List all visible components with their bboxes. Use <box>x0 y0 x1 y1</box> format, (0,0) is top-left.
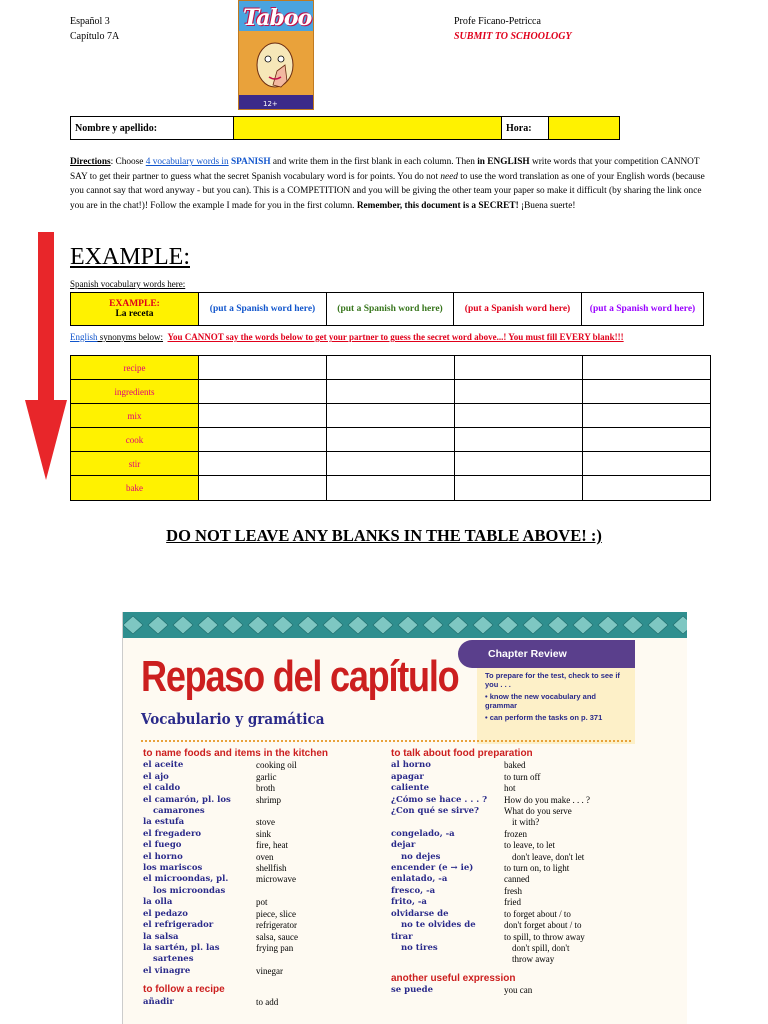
vocab-row <box>391 806 636 817</box>
name-row <box>70 116 620 140</box>
spanish-term: el fuego <box>143 840 182 851</box>
english-meaning: don't spill, don't <box>512 942 570 953</box>
english-meaning: don't leave, don't let <box>512 851 585 862</box>
spanish-emphasis: SPANISH <box>230 157 271 167</box>
english-meaning: fresh <box>504 885 522 896</box>
spanish-term: frito, -a <box>391 897 427 908</box>
synonym-cell[interactable] <box>455 356 583 379</box>
vocab-row <box>143 840 373 851</box>
submit-note: SUBMIT TO SCHOOLOGY <box>454 31 572 42</box>
synonym-cell[interactable] <box>327 452 455 475</box>
spanish-term: el camarón, pl. los <box>143 794 231 805</box>
vocab-row <box>391 840 636 851</box>
english-meaning: microwave <box>256 874 296 885</box>
english-link[interactable]: English <box>70 332 98 342</box>
example-synonym: cook <box>71 428 199 451</box>
english-meaning: don't forget about / to <box>504 920 582 931</box>
english-meaning: cooking oil <box>256 760 297 771</box>
english-meaning: baked <box>504 760 526 771</box>
english-emphasis: in ENGLISH <box>477 157 530 167</box>
course-name: Español 3 <box>70 16 110 27</box>
vocab-row <box>391 795 636 806</box>
english-meaning: How do you make . . . ? <box>504 794 590 805</box>
vocab-row <box>143 772 373 783</box>
textbook-page-image <box>122 612 687 1024</box>
vocab-row <box>143 966 373 977</box>
synonym-cell[interactable] <box>199 380 327 403</box>
synonyms-label: synonyms below: <box>97 332 164 342</box>
english-meaning: to forget about / to <box>504 908 571 919</box>
example-synonym: stir <box>71 452 199 475</box>
hora-label: Hora: <box>502 117 549 139</box>
synonym-cell[interactable] <box>583 356 710 379</box>
vocab-row <box>391 874 636 885</box>
taboo-logo: Taboo <box>243 5 312 31</box>
vocab-row <box>391 943 636 954</box>
column-heading: to name foods and items in the kitchen <box>143 748 329 759</box>
spanish-term <box>391 817 504 828</box>
spanish-term: los microondas <box>153 885 226 896</box>
english-meaning: it with? <box>512 817 540 828</box>
table-row <box>71 380 710 404</box>
english-meaning: frying pan <box>256 942 294 953</box>
column-heading: another useful expression <box>391 972 516 984</box>
vocab-row <box>143 863 373 874</box>
vocab-row <box>391 817 636 828</box>
spanish-term: al horno <box>391 760 431 771</box>
synonyms-grid <box>70 355 711 501</box>
synonym-cell[interactable] <box>583 380 710 403</box>
chapter-review-tab: Chapter Review <box>458 640 635 668</box>
synonyms-instruction <box>70 332 624 342</box>
vocab-row <box>143 943 373 954</box>
directions-label: Directions <box>70 157 111 167</box>
english-meaning: throw away <box>512 954 555 965</box>
no-blanks-warning: DO NOT LEAVE ANY BLANKS IN THE TABLE ABOVE! :) <box>166 526 602 545</box>
english-meaning: to turn on, to light <box>504 863 570 874</box>
spanish-term: ¿Cómo se hace . . . ? <box>391 794 488 805</box>
teacher-header <box>454 14 572 44</box>
spanish-term: olvidarse de <box>391 908 449 919</box>
spanish-term: sartenes <box>153 954 194 965</box>
vocab-row <box>143 760 373 771</box>
spanish-term: la salsa <box>143 931 179 942</box>
hora-field[interactable] <box>549 117 619 139</box>
spanish-term: el aceite <box>143 760 184 771</box>
vocab-row <box>391 783 636 794</box>
english-meaning: oven <box>256 851 274 862</box>
spanish-term: el microondas, pl. <box>143 874 229 885</box>
spanish-term: la sartén, pl. las <box>143 942 220 953</box>
column-heading: to follow a recipe <box>143 984 225 996</box>
example-label: EXAMPLE: <box>109 299 160 309</box>
course-header <box>70 14 119 44</box>
chapter-name: Capítulo 7A <box>70 31 120 42</box>
spanish-term: congelado, -a <box>391 828 455 839</box>
vocab-row <box>143 817 373 828</box>
spanish-term: dejar <box>391 840 416 851</box>
table-row <box>71 428 710 452</box>
prep-box <box>477 668 635 744</box>
english-meaning: refrigerator <box>256 920 297 931</box>
vocab-row <box>143 997 373 1008</box>
vocab-row <box>391 852 636 863</box>
vocab-row <box>143 920 373 931</box>
directions-text-5: to use the word translation as one of your English words (because you cannot say that word anyway - but you can). This is a COMPETITION and you will be giving the other team your paper so make it difficult (by sharing the link once you are in the chat!)! Follow the example I made for you in the first column. <box>70 171 705 211</box>
synonyms-warning: You CANNOT say the words below to get your partner to guess the secret word above...! You must fill EVERY blank!!! <box>167 332 624 342</box>
spanish-term: el fregadero <box>143 828 202 839</box>
book-title: Repaso del capítulo <box>141 652 459 701</box>
english-meaning <box>256 806 373 817</box>
english-meaning: to leave, to let <box>504 840 555 851</box>
english-meaning: shellfish <box>256 863 287 874</box>
vocab-row <box>143 783 373 794</box>
prep-intro: To prepare for the test, check to see if you . . . <box>485 671 620 689</box>
english-meaning <box>256 886 373 897</box>
english-meaning: What do you serve <box>504 806 572 817</box>
synonym-cell[interactable] <box>199 428 327 451</box>
table-row <box>71 452 710 476</box>
english-meaning: to add <box>256 996 279 1007</box>
secret-emphasis: Remember, this document is a SECRET! <box>356 200 519 211</box>
vocab-row <box>143 897 373 908</box>
vocab-row <box>391 920 636 931</box>
synonym-cell[interactable] <box>199 452 327 475</box>
english-meaning: fire, heat <box>256 840 288 851</box>
spanish-term: el pedazo <box>143 908 188 919</box>
spanish-term: caliente <box>391 783 430 794</box>
synonym-cell[interactable] <box>327 404 455 427</box>
prep-bullet: • know the new vocabulary and grammar <box>485 692 596 710</box>
synonym-cell[interactable] <box>583 476 710 500</box>
spanish-term: el horno <box>143 851 183 862</box>
english-meaning: to turn off <box>504 771 541 782</box>
vocab-row <box>143 954 373 965</box>
vocabulary-link[interactable]: 4 vocabulary words in <box>145 157 229 167</box>
vocab-row <box>391 954 636 965</box>
vocab-list <box>391 760 636 965</box>
spanish-term: la olla <box>143 897 173 908</box>
english-meaning: sink <box>256 828 272 839</box>
vocab-row <box>391 897 636 908</box>
spanish-term: el caldo <box>143 783 181 794</box>
example-cell <box>71 293 199 325</box>
synonym-cell[interactable] <box>327 428 455 451</box>
book-subtitle: Vocabulario y gramática <box>141 710 325 728</box>
spanish-term: no dejes <box>401 851 441 862</box>
spanish-word-cell-2[interactable]: (put a Spanish word here) <box>327 293 454 325</box>
spanish-term: el refrigerador <box>143 920 214 931</box>
taboo-age: 12+ <box>263 100 278 108</box>
spacer <box>391 966 636 973</box>
spanish-term: añadir <box>143 996 174 1007</box>
spanish-term: el vinagre <box>143 965 191 976</box>
vocab-row <box>143 874 373 885</box>
synonym-cell[interactable] <box>583 428 710 451</box>
vocab-list <box>391 985 636 996</box>
directions-text-6: ¡Buena suerte! <box>518 200 576 211</box>
synonym-cell[interactable] <box>583 404 710 427</box>
vocab-row <box>391 932 636 943</box>
hand-face-illustration <box>255 35 299 91</box>
english-meaning <box>256 954 373 965</box>
vocab-list <box>143 997 373 1008</box>
vocab-row <box>391 886 636 897</box>
synonym-cell[interactable] <box>199 476 327 500</box>
spanish-term: se puede <box>391 985 434 996</box>
synonym-cell[interactable] <box>455 452 583 475</box>
synonym-cell[interactable] <box>455 476 583 500</box>
synonym-cell[interactable] <box>327 380 455 403</box>
vocab-row <box>391 760 636 771</box>
synonym-cell[interactable] <box>455 404 583 427</box>
english-meaning: you can <box>504 985 533 996</box>
example-synonym: recipe <box>71 356 199 379</box>
english-meaning: broth <box>256 783 275 794</box>
spanish-term: ¿Con qué se sirve? <box>391 806 480 817</box>
english-meaning: garlic <box>256 771 277 782</box>
spanish-term: los mariscos <box>143 863 203 874</box>
example-word: La receta <box>115 309 154 319</box>
english-meaning: fried <box>504 897 521 908</box>
prep-bullet-text: can perform the tasks on p. 371 <box>489 713 603 722</box>
directions-text-1: : Choose <box>110 157 146 167</box>
directions-paragraph <box>70 155 714 213</box>
vocab-row <box>143 932 373 943</box>
spanish-term <box>391 954 504 965</box>
spanish-term: fresco, -a <box>391 885 436 896</box>
vocab-row <box>391 829 636 840</box>
name-label: Nombre y apellido: <box>71 117 234 139</box>
vocab-row <box>143 829 373 840</box>
synonym-cell[interactable] <box>455 428 583 451</box>
synonym-cell[interactable] <box>455 380 583 403</box>
spanish-word-cell-1[interactable]: (put a Spanish word here) <box>199 293 327 325</box>
english-meaning: pot <box>256 897 268 908</box>
food-prep-vocab-column <box>391 748 636 997</box>
synonym-cell[interactable] <box>583 452 710 475</box>
english-meaning: stove <box>256 817 275 828</box>
decorative-band <box>123 612 687 638</box>
example-synonym: bake <box>71 476 199 500</box>
directions-text-4: write words that your competition CANNOT SAY to get their partner to guess what the secret Spanish vocabulary word is for points. You do not <box>70 157 700 182</box>
column-heading: to talk about food preparation <box>391 748 533 759</box>
example-table <box>70 292 704 326</box>
red-down-arrow-icon <box>25 232 67 480</box>
vocab-label: Spanish vocabulary words here: <box>70 279 186 289</box>
vocab-row <box>143 806 373 817</box>
english-meaning: hot <box>504 783 516 794</box>
table-row <box>71 476 710 500</box>
synonym-cell[interactable] <box>327 356 455 379</box>
vocab-row <box>143 909 373 920</box>
english-meaning: shrimp <box>256 794 282 805</box>
spanish-term: la estufa <box>143 817 185 828</box>
vocab-list <box>143 760 373 977</box>
english-meaning: piece, slice <box>256 908 296 919</box>
spanish-word-cell-3[interactable]: (put a Spanish word here) <box>454 293 582 325</box>
spanish-term: no te olvides de <box>401 920 476 931</box>
vocab-row <box>391 863 636 874</box>
spanish-term: tirar <box>391 931 413 942</box>
dotted-divider <box>141 740 631 742</box>
name-field[interactable] <box>234 117 502 139</box>
vocab-row <box>143 795 373 806</box>
english-meaning: to spill, to throw away <box>504 931 585 942</box>
vocab-row <box>391 909 636 920</box>
prep-bullet: • can perform the tasks on p. 371 <box>485 713 603 722</box>
synonym-cell[interactable] <box>199 404 327 427</box>
english-meaning: vinegar <box>256 965 283 976</box>
teacher-name: Profe Ficano-Petricca <box>454 16 541 27</box>
english-meaning: canned <box>504 874 530 885</box>
vocab-row <box>143 852 373 863</box>
spanish-word-cell-4[interactable]: (put a Spanish word here) <box>589 304 696 314</box>
spanish-term: encender (e → ie) <box>391 863 474 874</box>
spanish-term: apagar <box>391 771 424 782</box>
spanish-term: enlatado, -a <box>391 874 448 885</box>
english-meaning: salsa, sauce <box>256 931 298 942</box>
vocab-row <box>143 886 373 897</box>
table-row <box>71 404 710 428</box>
prep-bullet-text: know the new vocabulary and grammar <box>485 692 596 710</box>
vocab-row <box>391 772 636 783</box>
table-row <box>71 356 710 380</box>
taboo-box-image <box>238 0 314 110</box>
spanish-term: camarones <box>153 806 205 817</box>
english-meaning: frozen <box>504 828 527 839</box>
example-synonym: mix <box>71 404 199 427</box>
synonym-cell[interactable] <box>199 356 327 379</box>
example-synonym: ingredients <box>71 380 199 403</box>
spacer <box>143 977 373 984</box>
kitchen-vocab-column <box>143 748 373 1008</box>
need-emphasis: need <box>440 171 458 182</box>
synonym-cell[interactable] <box>327 476 455 500</box>
spanish-term: el ajo <box>143 771 169 782</box>
vocab-row <box>391 985 636 996</box>
example-heading: EXAMPLE: <box>70 244 190 270</box>
directions-text-3: and write them in the first blank in each column. Then <box>270 157 478 167</box>
spanish-term: no tires <box>401 942 438 953</box>
